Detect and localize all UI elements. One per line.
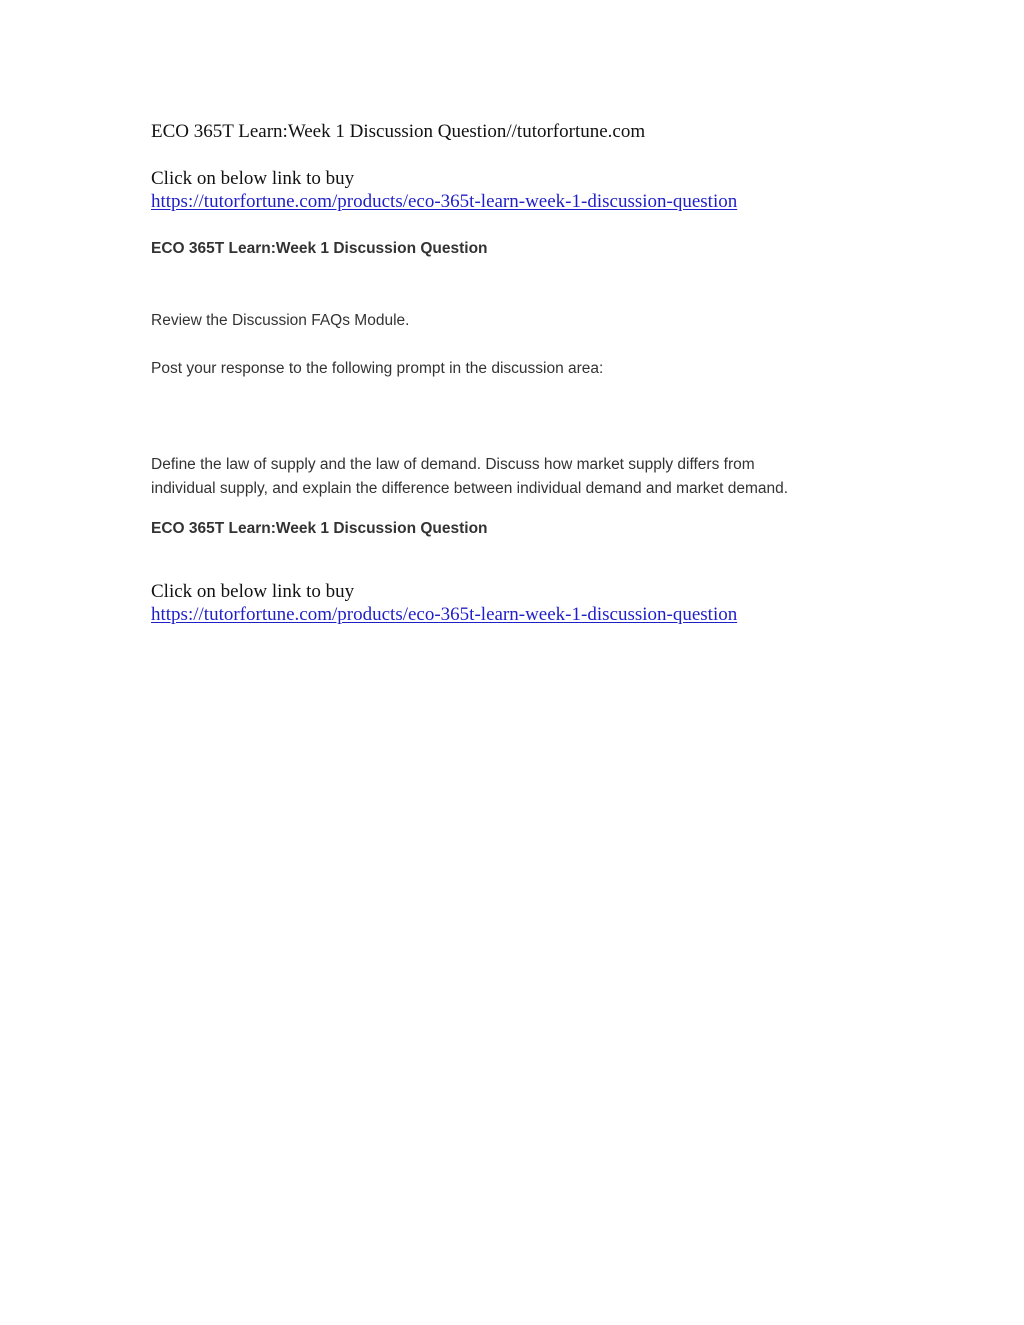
- review-faq-text: Review the Discussion FAQs Module.: [151, 312, 410, 329]
- buy-link-top[interactable]: https://tutorfortune.com/products/eco-365t-learn-week-1-discussion-question: [151, 191, 738, 212]
- buy-label-bottom: Click on below link to buy: [151, 581, 355, 602]
- buy-label-top: Click on below link to buy: [151, 168, 355, 189]
- document-title: ECO 365T Learn:Week 1 Discussion Question//tutorfortune.com: [151, 121, 646, 142]
- section-heading-top: ECO 365T Learn:Week 1 Discussion Question: [151, 240, 488, 257]
- post-response-text: Post your response to the following prompt in the discussion area:: [151, 360, 604, 377]
- section-heading-bottom: ECO 365T Learn:Week 1 Discussion Question: [151, 520, 488, 537]
- buy-link-bottom[interactable]: https://tutorfortune.com/products/eco-365t-learn-week-1-discussion-question: [151, 604, 738, 625]
- prompt-text-line-1: Define the law of supply and the law of demand. Discuss how market supply differs from: [151, 456, 755, 473]
- prompt-text-line-2: individual supply, and explain the difference between individual demand and market demand.: [151, 480, 789, 497]
